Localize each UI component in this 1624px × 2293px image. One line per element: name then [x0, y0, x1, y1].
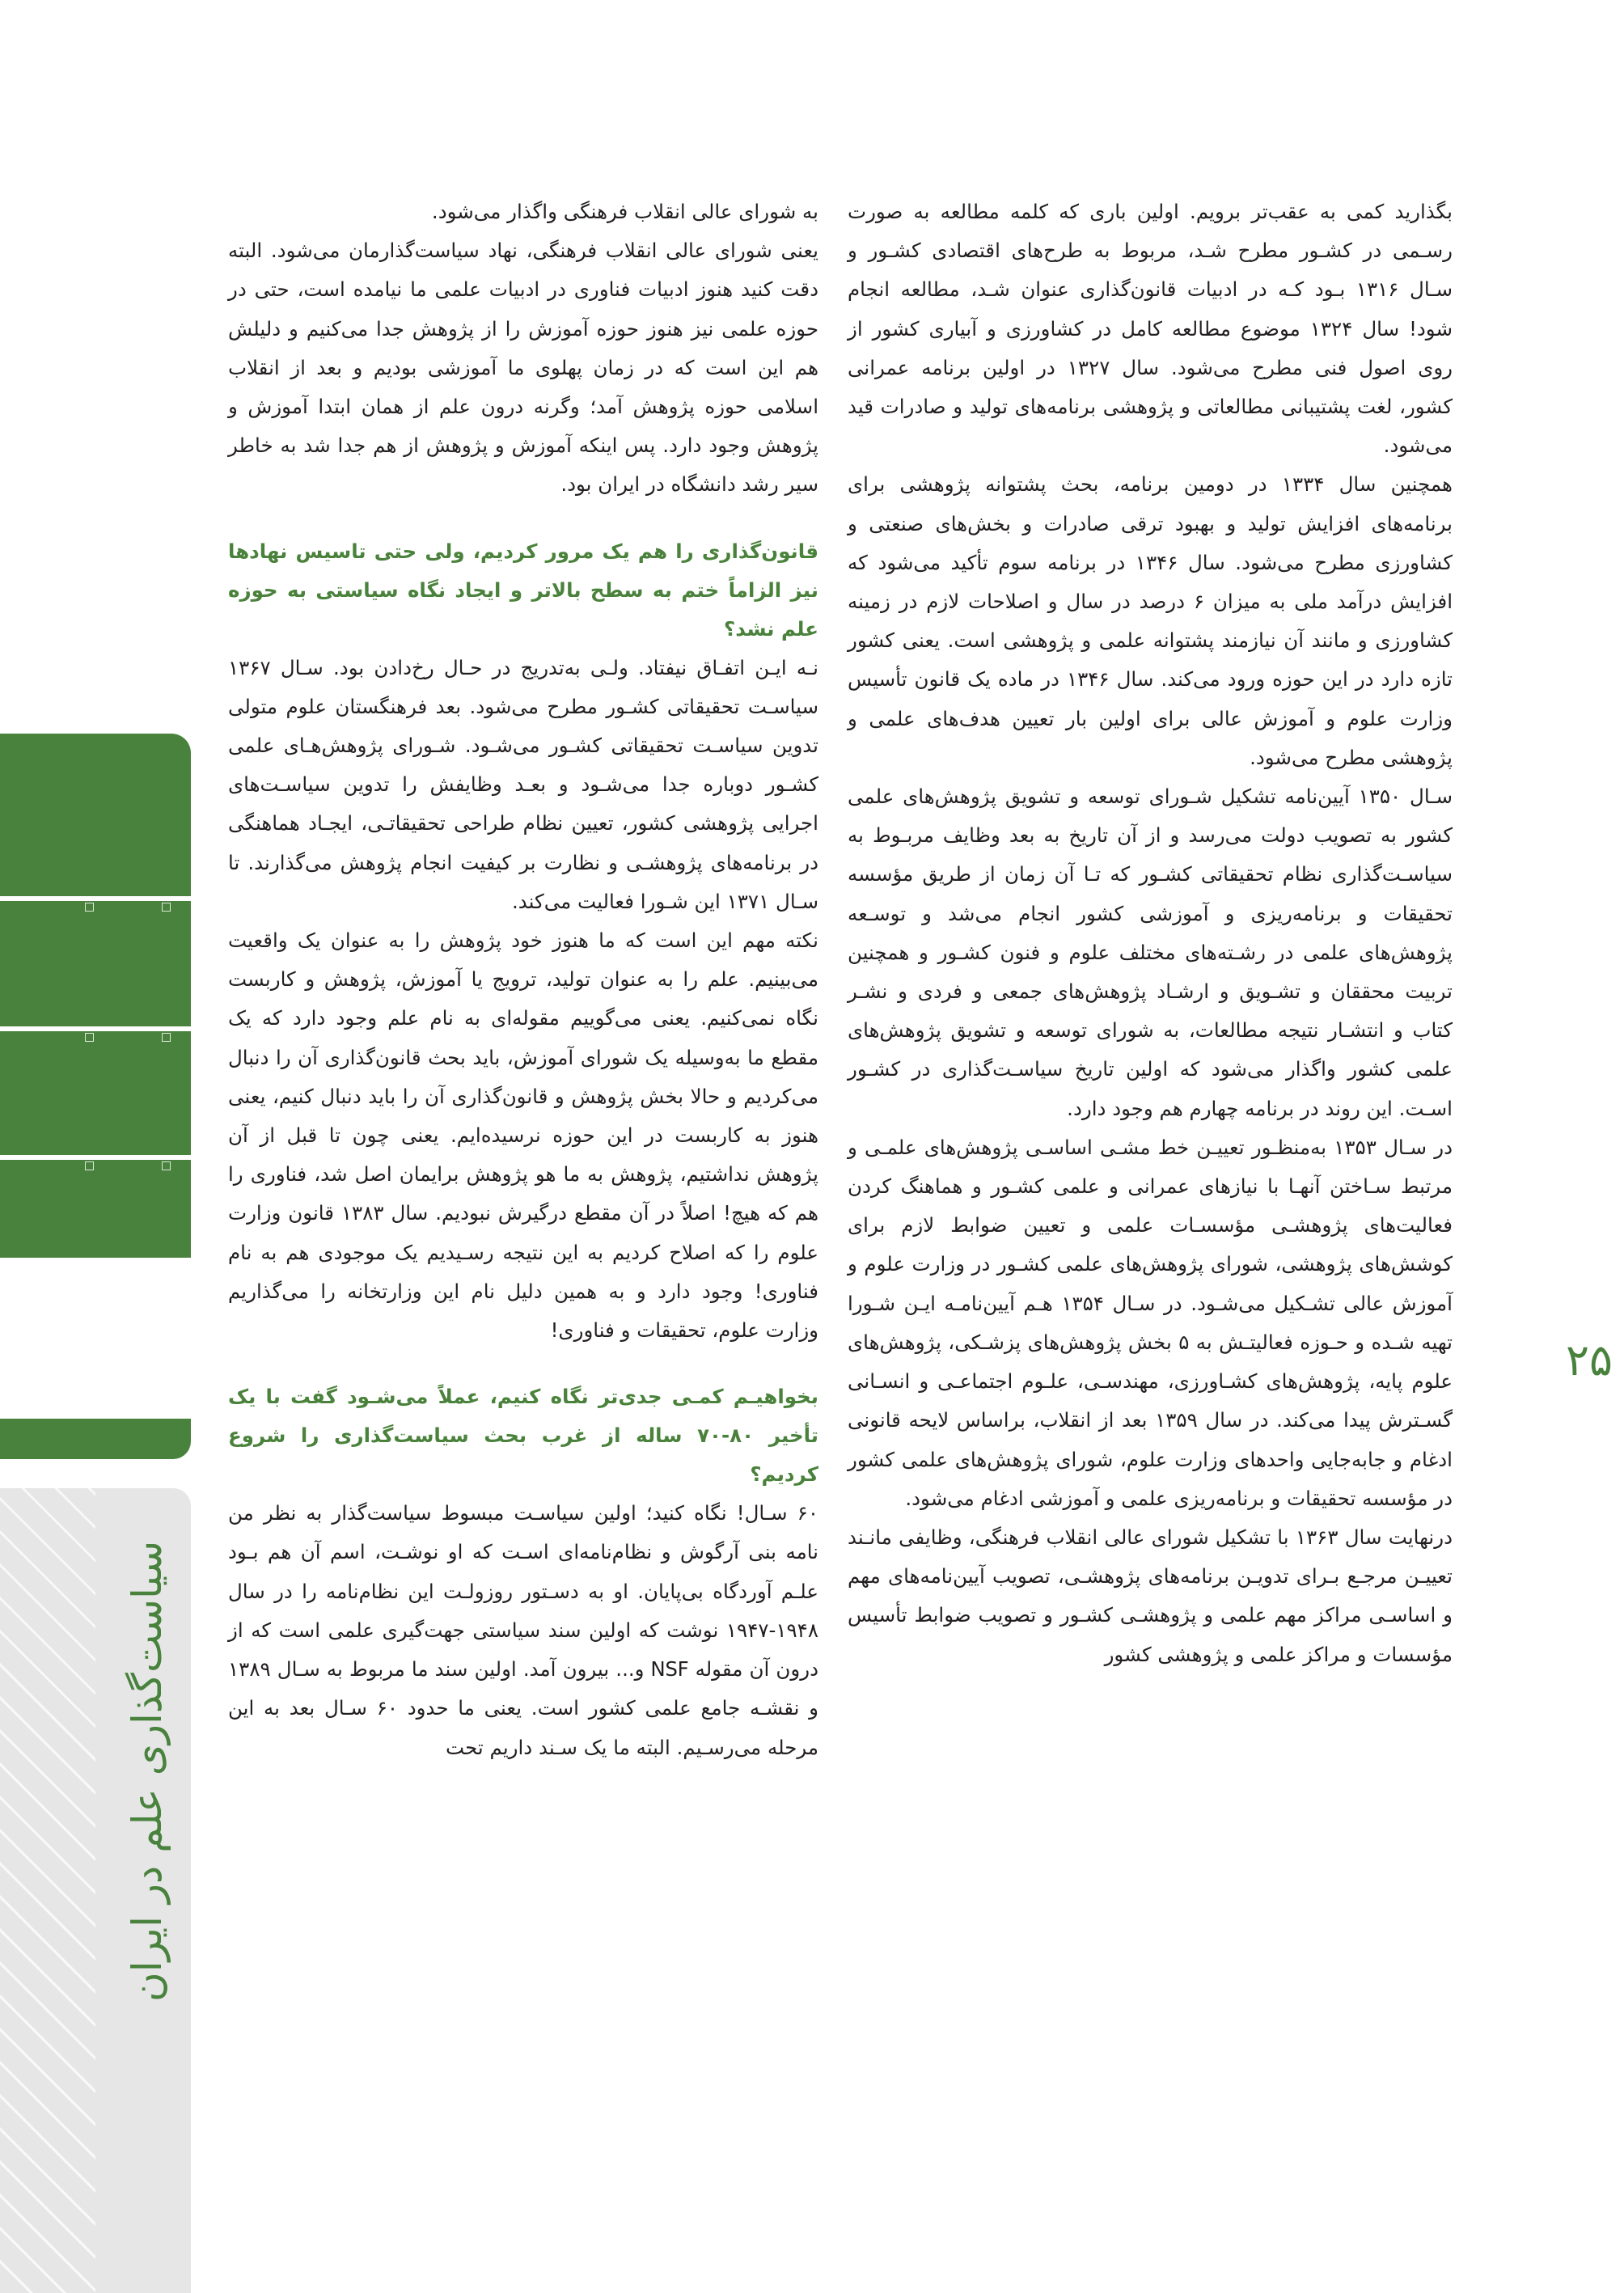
- article-column-left: [228, 192, 818, 1767]
- paragraph: ۶۰ سـال! نگاه کنید؛ اولین سیاسـت مبسوط سیاست‌گذار به نظر من نامه بنی آرگوش و نظام‌نامه‌ای اسـت که او نوشـت، اسم آن هم بـود علـم آوردگاه بی‌پایان. او به دسـتور روزولـت این نظام‌نامه را در سال ۱۹۴۸-۱۹۴۷ نوشت که اولین سند سیاستی جهت‌گیری علمی است که از درون آن مقوله NSF و... بیرون آمد. اولین سند ما مربوط به سـال ۱۳۸۹ و نقشـه جامع علمی کشور است. یعنی ما حدود ۶۰ سـال بعد به این مرحله می‌رسـیم. البته ما یک سـند داریم تحت: [228, 1501, 818, 1759]
- paragraph: نـه ایـن اتفـاق نیفتاد. ولـی به‌تدریج در حـال رخ‌دادن بود. سـال ۱۳۶۷ سیاسـت تحقیقاتی کشـور مطرح می‌شود. بعد فرهنگستان علوم متولی تدوین سیاسـت تحقیقاتی کشـور می‌شـود. شـورای پژوهش‌هـای علمی کشـور دوباره جدا می‌شـود و بعـد وظایفش را تدوین سیاسـت‌های اجرایی پژوهشی کشور، تعیین نظام طراحی تحقیقاتـی، ایجـاد هماهنگی در برنامه‌های پژوهشـی و نظارت بر کیفیت انجام پژوهش می‌گذارند. تا سـال ۱۳۷۱ این شـورا فعالیت می‌کند.: [228, 655, 818, 913]
- shelf-divider: [0, 1155, 191, 1160]
- paragraph: سـال ۱۳۵۰ آیین‌نامه تشکیل شـورای توسعه و تشویق پژوهش‌های علمی کشور به تصویب دولت می‌رسد و از آن تاریخ به بعد وظایف مربـوط به سیاسـت‌گذاری نظام تحقیقاتی کشـور که تـا آن زمان از طریق مؤسسه تحقیقات و برنامه‌ریزی و آموزشی کشور انجام می‌شد و توسـعه پژوهش‌های علمی در رشـته‌های مختلف علوم و فنون کشـور و همچنین تربیت محققان و تشـویق و ارشـاد پژوهش‌های جمعی و فردی و نشـر کتاب و انتشـار نتیجه مطالعات، به شورای توسعه و تشویق پژوهش‌های علمی کشور واگذار می‌شود که اولین تاریخ سیاسـت‌گذاری در کشـور اسـت. این روند در برنامه چهارم هم وجود دارد.: [848, 785, 1453, 1120]
- shelf-divider: [0, 896, 191, 901]
- shelf-peg: [85, 1161, 94, 1170]
- shelf-peg: [162, 1033, 171, 1042]
- paragraph: به شورای عالی انقلاب فرهنگی واگذار می‌شود.: [431, 200, 818, 223]
- paragraph: در سـال ۱۳۵۳ به‌منظـور تعییـن خط‌ مشـی اساسـی پژوهش‌های علمـی و مرتبط سـاختن آنهـا با نیازهای عمرانی و علمی کشـور و هماهنگ کردن فعالیت‌های پژوهشـی مؤسسـات علمی و تعیین ضوابط لازم برای کوشش‌های پژوهشی، شورای پژوهش‌های علمی کشـور در وزارت علوم و آموزش عالی تشـکیل می‌شـود. در سـال ۱۳۵۴ هـم آیین‌نامـه ایـن شـورا تهیه شـده و حـوزه فعالیتـش به ۵ بخش پژوهش‌های پزشـکی، پژوهش‌های علوم پایه، پژوهش‌های کشـاورزی، مهندسـی، علـوم اجتماعـی و انسـانی گسـترش پیدا می‌کند. در سال ۱۳۵۹ بعد از انقلاب، براساس لایحه قانونی ادغام و جابه‌جایی واحدهای وزارت علوم، شورای پژوهش‌های علمی کشور در مؤسسه تحقیقات و برنامه‌ریزی علمی و آموزشی ادغام می‌شود.: [848, 1135, 1453, 1510]
- magazine-brand-logo: فرهیختگان: [1456, 1197, 1613, 1238]
- diagonal-stripes-pattern: [0, 1488, 95, 2293]
- interview-question-1: قانون‌گذاری را هم یک مرور کردیم، ولی حتی تاسیس نهادها نیز الزاماً ختم به سطح بالاتر و ایجاد نگاه سیاستی به حوزه علم نشد؟: [228, 539, 818, 641]
- shelf-peg: [162, 1161, 171, 1170]
- test-tube-flask-icon: [1524, 938, 1613, 1027]
- shelf-peg: [85, 903, 94, 912]
- article-column-right: [848, 192, 1453, 1674]
- sidebar-green-footer: [0, 1419, 191, 1459]
- paragraph: همچنین سال ۱۳۳۴ در دومین برنامه، بحث پشتوانه پژوهشی برای برنامه‌های افزایش تولید و بهبود ترقی صادرات و بخش‌های صنعتی و کشاورزی مطرح می‌شود. سال ۱۳۴۶ در برنامه سوم تأکید می‌شود که افزایش درآمد ملی به میزان ۶ درصد در سال و اصلاحات لازم در زمینه کشاورزی و مانند آن نیازمند پشتوانه علمی و پژوهشی است. یعنی کشور تازه دارد در این حوزه ورود می‌کند. سال ۱۳۴۶ در ماده یک قانون تأسیس وزارت علوم و آموزش عالی برای اولین بار تعیین هدف‌های علمی و پژوهشی مطرح می‌شود.: [848, 472, 1453, 769]
- section-title: سیاست‌گذاری علم در ایران: [124, 1541, 171, 2003]
- shelf-divider: [0, 1026, 191, 1031]
- paragraph: درنهایت سال ۱۳۶۳ با تشکیل شورای عالی انقلاب فرهنگی، وظایفی مانـند تعییـن مرجـع بـرای تدویـن برنامه‌های پژوهشـی، تصویب آیین‌نامه‌های مهم و اساسـی مراکز مهم علمی و پژوهشـی کشـور و تصویب ضوابط تأسیس مؤسسات و مراکز علمی و پژوهشی کشور: [848, 1525, 1453, 1666]
- interview-question-2: بخواهیـم کمـی جدی‌تر نگاه کنیم، عملاً می‌شـود گفت با یک تأخیر ۸۰-۷۰ ساله از غرب بحث سیاست‌گذاری را شروع کردیم؟: [228, 1385, 818, 1487]
- paragraph: یعنی شورای عالی انقلاب فرهنگی، نهاد سیاست‌گذارمان می‌شود. البته دقت کنید هنوز ادبیات فناوری در ادبیات علمی ما نیامده است، حتی در حوزه علمی نیز هنوز حوزه آموزش را از پژوهش جدا می‌کنیم و دلیلش هم این است که در زمان پهلوی ما آموزشی بودیم و بعد از انقلاب اسلامی حوزه پژوهش آمد؛ وگرنه درون علم از همان ابتدا آموزش و پژوهش وجود دارد. پس اینکه آموزش و پژوهش از هم جدا شد به خاطر سیر رشد دانشگاه در ایران بود.: [228, 239, 818, 497]
- shelf-peg: [162, 903, 171, 912]
- microscope-icon: [1524, 809, 1613, 898]
- lightbulb-gear-icon: [1524, 1064, 1613, 1153]
- sidebar-green-panel: [0, 734, 191, 1258]
- shelf-peg: [85, 1033, 94, 1042]
- paragraph: بگذارید کمی به عقب‌تر برویم. اولین باری که کلمه مطالعه به صورت رسـمی در کشـور مطرح شـد، مربوط به طرح‌های اقتصادی کشـور و سـال ۱۳۱۶ بـود کـه در ادبیات قانون‌گذاری عنوان شـد، مطالعه انجام شود! سال ۱۳۲۴ موضوع مطالعه کامل در کشاورزی و آبیاری کشور از روی اصول فنی مطرح می‌شود. سال ۱۳۲۷ در اولین برنامه عمرانی کشور، لغت پشتیبانی مطالعاتی و پژوهشی برنامه‌های تولید و صادرات قید می‌شود.: [848, 200, 1453, 458]
- page-number: ۲۵: [1565, 1335, 1613, 1386]
- paragraph: نکته مهم این است که ما هنوز خود پژوهش را به عنوان یک واقعیت می‌بینیم. علم را به عنوان تولید، ترویج یا آموزش، پژوهش و کاربست نگاه نمی‌کنیم. یعنی می‌گوییم مقوله‌ای به نام علم وجود دارد که یک مقطع ما به‌وسیله یک شورای آموزش، باید بحث قانون‌گذاری آن را دنبال می‌کردیم و حالا بخش پژوهش و قانون‌گذاری آن را باید دنبال کنیم، یعنی هنوز به کاربست در این حوزه نرسیده‌ایم. یعنی چون تا قبل از آن پژوهش نداشتیم، پژوهش به ما هو پژوهش برایمان اصل شد، فناوری را هم که هیچ! اصلاً در آن مقطع درگیرش نبودیم. سال ۱۳۸۳ قانون وزارت علوم را که اصلاح کردیم به این نتیجه رسـیدیم یک موجودی هم به نام فناوری! وجود دارد و به همین دلیل نام این وزارتخانه را می‌گذاریم وزارت علوم، تحقیقات و فناوری!: [228, 929, 818, 1343]
